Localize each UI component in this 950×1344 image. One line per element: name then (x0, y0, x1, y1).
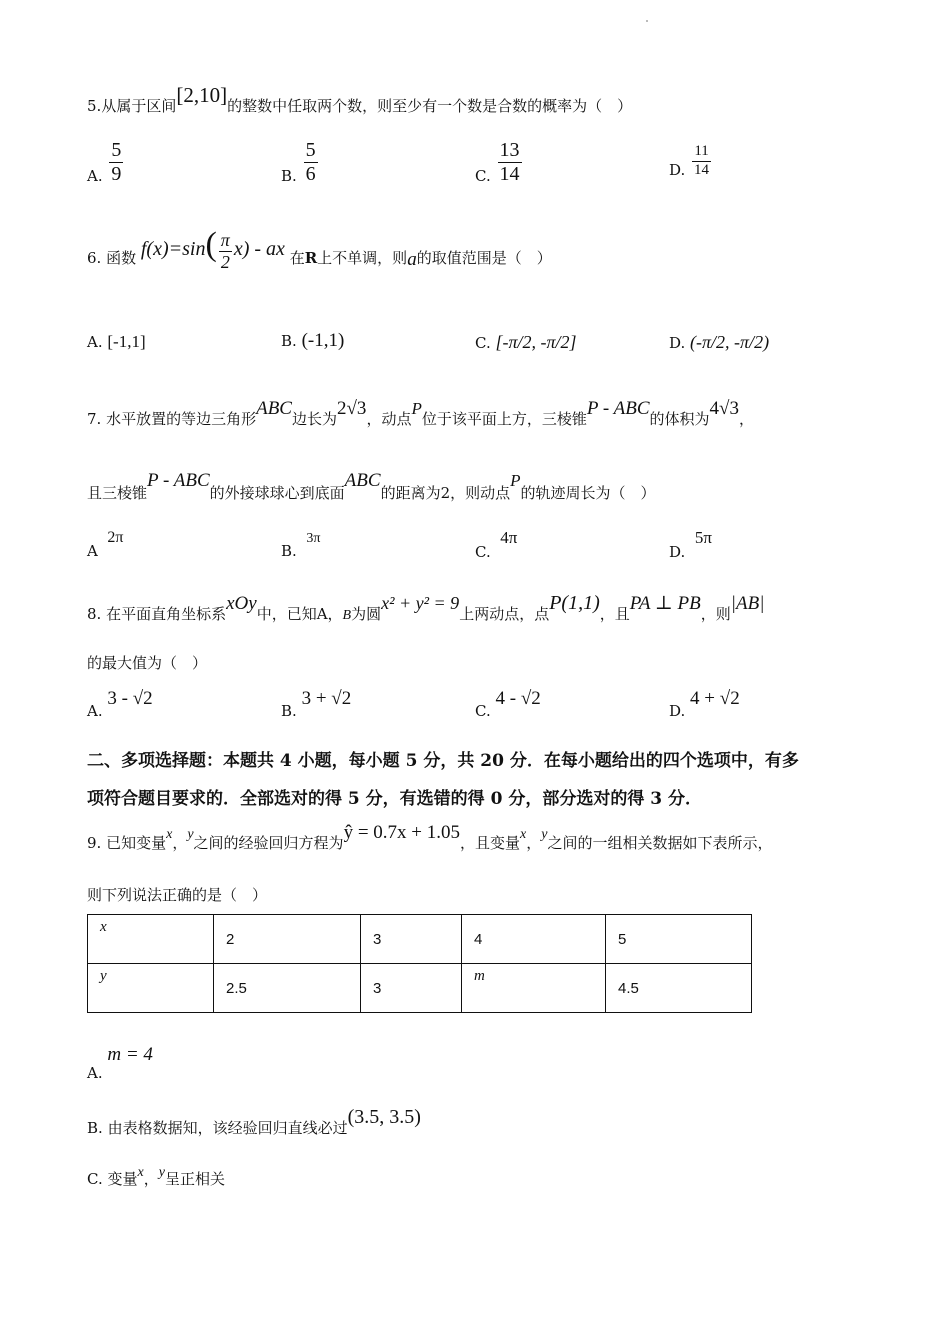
question-6-stem: 6. 函数 f(x)=sin( $\frac{\pi}{2}$ x) - ax 在R上不单调，则a的取值范围是（ ） (87, 226, 552, 272)
question-5-stem: 5.从属于区间[2,10]的整数中任取两个数，则至少有一个数是合数的概率为（ ） (87, 83, 633, 115)
q8-option-b[interactable]: B. 3 + √2 (281, 688, 352, 720)
q9-regression-equation: ŷ = 0.7x + 1.05 (343, 822, 460, 843)
table-row: x 2 3 4 5 (88, 915, 752, 964)
q8-option-d[interactable]: D. 4 + √2 (669, 688, 740, 720)
q5-prefix: 从属于区间 (101, 97, 177, 115)
q8-option-c[interactable]: C. 4 - √2 (475, 688, 541, 720)
question-9-line2: 则下列说法正确的是（ ） (87, 886, 268, 904)
q5-interval: [2,10] (176, 83, 228, 107)
q5-suffix: 的整数中任取两个数，则至少有一个数是合数的概率为（ ） (227, 97, 633, 115)
q5-a-num: 5 (111, 139, 122, 161)
q6-option-a[interactable]: A. [-1,1] (87, 332, 146, 351)
q6-option-c[interactable]: C. [-π/2, -π/2] (475, 332, 577, 352)
q5-option-c[interactable]: C. $\frac{13}{14}$ (475, 139, 520, 185)
q7-option-c[interactable]: C. 4π (475, 528, 518, 561)
q6-function-lhs: f(x)=sin (140, 238, 206, 260)
q5-option-b[interactable]: B. $\frac{5}{6}$ (281, 139, 316, 185)
question-8-line2: 的最大值为（ ） (87, 654, 208, 672)
q5-option-a[interactable]: A. $\frac{5}{9}$ (87, 139, 122, 185)
page-mark (646, 20, 648, 22)
section-2-heading-line1: 二、多项选择题：本题共 4 小题，每小题 5 分，共 20 分．在每小题给出的四个选项中，有多 (87, 751, 799, 771)
q7-option-a[interactable]: A 2π (87, 529, 124, 560)
q9-data-table (87, 914, 752, 1013)
table-row: y 2.5 3 m 4.5 (88, 964, 752, 1013)
section-2-heading-line2: 项符合题目要求的．全部选对的得 5 分，有选错的得 0 分，部分选对的得 3 分． (87, 789, 702, 809)
question-8-line1: 8. 在平面直角坐标系xOy中，已知A，B为圆x² + y² = 9上两动点，点P(1,1)，且PA ⊥ PB，则|AB| (87, 592, 765, 623)
question-9-line1: 9. 已知变量x，y之间的经验回归方程为ŷ = 0.7x + 1.05，且变量x，y之间的一组相关数据如下表所示， (87, 822, 773, 852)
q5-option-d[interactable]: D. $\frac{11}{14}$ (669, 143, 710, 180)
q6-option-b[interactable]: B. (-1,1) (281, 330, 345, 351)
q5-a-den: 9 (111, 163, 122, 185)
q9-option-b[interactable]: B. 由表格数据知，该经验回归直线必过(3.5, 3.5) (87, 1106, 421, 1137)
q8-option-a[interactable]: A. 3 - √2 (87, 688, 153, 720)
q9-option-c[interactable]: C. 变量x，y呈正相关 (87, 1165, 225, 1188)
q6-option-d[interactable]: D. (-π/2, -π/2) (669, 332, 770, 352)
q6-function-rhs: x) - ax (233, 238, 285, 260)
q7-option-b[interactable]: B. 3π (281, 531, 321, 560)
question-7-line1: 7. 水平放置的等边三角形ABC边长为2√3，动点P位于该平面上方，三棱锥P - ABC的体积为4√3， (87, 398, 754, 428)
q7-option-d[interactable]: D. 5π (669, 528, 712, 561)
q9-option-a[interactable]: A. m = 4 (87, 1044, 153, 1082)
question-7-line2: 且三棱锥P - ABC的外接球球心到底面ABC的距离为2，则动点P的轨迹周长为（ ） (87, 470, 656, 502)
